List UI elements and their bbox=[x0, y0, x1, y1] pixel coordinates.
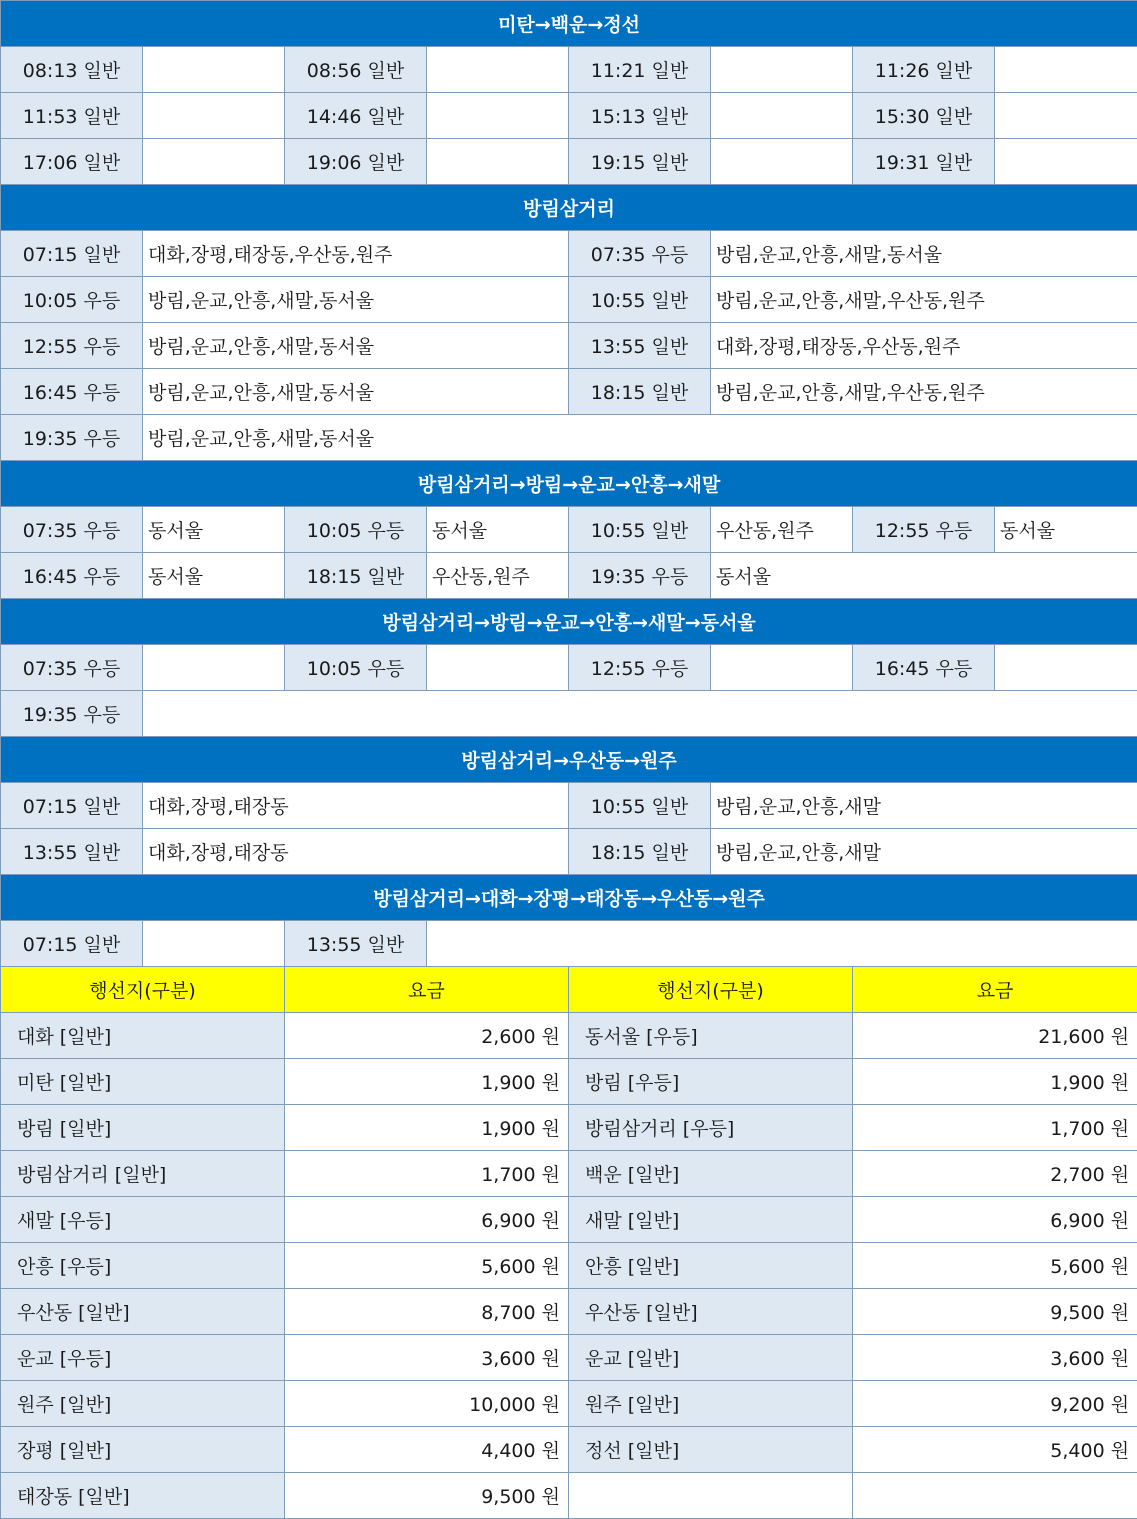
fare-destination-cell: 방림 [우등] bbox=[569, 1059, 853, 1105]
departure-time-cell: 10:55 일반 bbox=[569, 277, 711, 323]
fare-price-cell: 2,700 원 bbox=[853, 1151, 1137, 1197]
fare-destination-cell: 장평 [일반] bbox=[1, 1427, 285, 1473]
schedule-row bbox=[1, 783, 1137, 829]
schedule-row bbox=[1, 369, 1137, 415]
fare-price-cell: 6,900 원 bbox=[285, 1197, 569, 1243]
departure-time-cell: 19:35 우등 bbox=[1, 691, 143, 737]
section-header-row bbox=[1, 1, 1137, 47]
schedule-row bbox=[1, 553, 1137, 599]
fare-row bbox=[1, 1013, 1137, 1059]
via-stops-cell: 대화,장평,태장동,우산동,원주 bbox=[711, 323, 1137, 369]
fare-row bbox=[1, 1381, 1137, 1427]
via-stops-cell bbox=[995, 139, 1137, 185]
fare-destination-cell: 동서울 [우등] bbox=[569, 1013, 853, 1059]
via-stops-cell: 대화,장평,태장동 bbox=[143, 783, 569, 829]
fare-price-cell: 9,500 원 bbox=[853, 1289, 1137, 1335]
fare-destination-cell: 안흥 [일반] bbox=[569, 1243, 853, 1289]
via-stops-cell: 방림,운교,안흥,새말,동서울 bbox=[143, 415, 1137, 461]
fare-price-cell: 3,600 원 bbox=[285, 1335, 569, 1381]
fare-destination-cell: 정선 [일반] bbox=[569, 1427, 853, 1473]
via-stops-cell: 동서울 bbox=[995, 507, 1137, 553]
fare-destination-header: 행선지(구분) bbox=[569, 967, 853, 1013]
section-header-row bbox=[1, 461, 1137, 507]
fare-price-cell bbox=[853, 1473, 1137, 1519]
schedule-row bbox=[1, 829, 1137, 875]
fare-destination-cell: 미탄 [일반] bbox=[1, 1059, 285, 1105]
via-stops-cell bbox=[427, 47, 569, 93]
departure-time-cell: 19:06 일반 bbox=[285, 139, 427, 185]
via-stops-cell: 대화,장평,태장동 bbox=[143, 829, 569, 875]
departure-time-cell: 10:05 우등 bbox=[285, 645, 427, 691]
via-stops-cell bbox=[143, 139, 285, 185]
departure-time-cell: 07:35 우등 bbox=[569, 231, 711, 277]
fare-destination-header: 행선지(구분) bbox=[1, 967, 285, 1013]
section-header-row bbox=[1, 875, 1137, 921]
fare-destination-cell: 안흥 [우등] bbox=[1, 1243, 285, 1289]
via-stops-cell: 동서울 bbox=[711, 553, 1137, 599]
departure-time-cell: 13:55 일반 bbox=[1, 829, 143, 875]
via-stops-cell: 방림,운교,안흥,새말 bbox=[711, 783, 1137, 829]
fare-row bbox=[1, 1151, 1137, 1197]
via-stops-cell bbox=[143, 93, 285, 139]
schedule-row bbox=[1, 645, 1137, 691]
fare-price-cell: 4,400 원 bbox=[285, 1427, 569, 1473]
fare-destination-cell: 우산동 [일반] bbox=[1, 1289, 285, 1335]
fare-row bbox=[1, 1059, 1137, 1105]
schedule-row bbox=[1, 231, 1137, 277]
departure-time-cell: 12:55 우등 bbox=[853, 507, 995, 553]
fare-price-cell: 1,900 원 bbox=[285, 1059, 569, 1105]
via-stops-cell: 방림,운교,안흥,새말,동서울 bbox=[143, 277, 569, 323]
departure-time-cell: 18:15 일반 bbox=[285, 553, 427, 599]
departure-time-cell: 07:15 일반 bbox=[1, 231, 143, 277]
fare-row bbox=[1, 1243, 1137, 1289]
via-stops-cell: 우산동,원주 bbox=[711, 507, 853, 553]
via-stops-cell bbox=[995, 93, 1137, 139]
section-header-row bbox=[1, 737, 1137, 783]
departure-time-cell: 12:55 우등 bbox=[1, 323, 143, 369]
section-title: 방림삼거리 bbox=[1, 185, 1137, 231]
via-stops-cell bbox=[711, 47, 853, 93]
section-title: 미탄→백운→정선 bbox=[1, 1, 1137, 47]
via-stops-cell: 동서울 bbox=[143, 507, 285, 553]
fare-price-cell: 9,500 원 bbox=[285, 1473, 569, 1519]
section-header-row bbox=[1, 599, 1137, 645]
via-stops-cell bbox=[427, 93, 569, 139]
via-stops-cell: 대화,장평,태장동,우산동,원주 bbox=[143, 231, 569, 277]
via-stops-cell bbox=[711, 645, 853, 691]
via-stops-cell bbox=[143, 921, 285, 967]
section-title: 방림삼거리→방림→운교→안흥→새말 bbox=[1, 461, 1137, 507]
fare-header-row bbox=[1, 967, 1137, 1013]
fare-price-cell: 3,600 원 bbox=[853, 1335, 1137, 1381]
via-stops-cell bbox=[427, 139, 569, 185]
via-stops-cell: 동서울 bbox=[143, 553, 285, 599]
departure-time-cell: 07:15 일반 bbox=[1, 921, 143, 967]
fare-price-header: 요금 bbox=[285, 967, 569, 1013]
departure-time-cell: 19:35 우등 bbox=[1, 415, 143, 461]
fare-destination-cell: 운교 [일반] bbox=[569, 1335, 853, 1381]
schedule-row bbox=[1, 921, 1137, 967]
departure-time-cell: 11:53 일반 bbox=[1, 93, 143, 139]
via-stops-cell: 동서울 bbox=[427, 507, 569, 553]
departure-time-cell: 10:55 일반 bbox=[569, 507, 711, 553]
schedule-row bbox=[1, 139, 1137, 185]
fare-price-cell: 1,900 원 bbox=[285, 1105, 569, 1151]
fare-price-cell: 10,000 원 bbox=[285, 1381, 569, 1427]
fare-price-cell: 1,700 원 bbox=[285, 1151, 569, 1197]
fare-price-cell: 2,600 원 bbox=[285, 1013, 569, 1059]
fare-destination-cell: 우산동 [일반] bbox=[569, 1289, 853, 1335]
schedule-row bbox=[1, 691, 1137, 737]
via-stops-cell bbox=[143, 47, 285, 93]
departure-time-cell: 13:55 일반 bbox=[569, 323, 711, 369]
schedule-row bbox=[1, 47, 1137, 93]
departure-time-cell: 07:15 일반 bbox=[1, 783, 143, 829]
fare-destination-cell: 새말 [우등] bbox=[1, 1197, 285, 1243]
via-stops-cell bbox=[427, 645, 569, 691]
fare-destination-cell: 새말 [일반] bbox=[569, 1197, 853, 1243]
timetable-body bbox=[1, 1, 1137, 1519]
departure-time-cell: 07:35 우등 bbox=[1, 507, 143, 553]
section-header-row bbox=[1, 185, 1137, 231]
fare-price-header: 요금 bbox=[853, 967, 1137, 1013]
via-stops-cell bbox=[995, 47, 1137, 93]
fare-price-cell: 21,600 원 bbox=[853, 1013, 1137, 1059]
fare-destination-cell: 원주 [일반] bbox=[1, 1381, 285, 1427]
departure-time-cell: 08:56 일반 bbox=[285, 47, 427, 93]
via-stops-cell: 방림,운교,안흥,새말 bbox=[711, 829, 1137, 875]
departure-time-cell: 13:55 일반 bbox=[285, 921, 427, 967]
fare-row bbox=[1, 1335, 1137, 1381]
departure-time-cell: 16:45 우등 bbox=[1, 369, 143, 415]
departure-time-cell: 14:46 일반 bbox=[285, 93, 427, 139]
fare-destination-cell: 방림삼거리 [일반] bbox=[1, 1151, 285, 1197]
fare-row bbox=[1, 1427, 1137, 1473]
via-stops-cell bbox=[995, 645, 1137, 691]
departure-time-cell: 10:05 우등 bbox=[285, 507, 427, 553]
fare-destination-cell: 원주 [일반] bbox=[569, 1381, 853, 1427]
fare-price-cell: 5,600 원 bbox=[285, 1243, 569, 1289]
schedule-row bbox=[1, 277, 1137, 323]
section-title: 방림삼거리→방림→운교→안흥→새말→동서울 bbox=[1, 599, 1137, 645]
departure-time-cell: 17:06 일반 bbox=[1, 139, 143, 185]
departure-time-cell: 15:30 일반 bbox=[853, 93, 995, 139]
departure-time-cell: 10:05 우등 bbox=[1, 277, 143, 323]
fare-row bbox=[1, 1197, 1137, 1243]
via-stops-cell: 방림,운교,안흥,새말,우산동,원주 bbox=[711, 277, 1137, 323]
fare-price-cell: 9,200 원 bbox=[853, 1381, 1137, 1427]
via-stops-cell bbox=[427, 921, 1137, 967]
departure-time-cell: 16:45 우등 bbox=[1, 553, 143, 599]
schedule-row bbox=[1, 93, 1137, 139]
fare-price-cell: 8,700 원 bbox=[285, 1289, 569, 1335]
departure-time-cell: 11:21 일반 bbox=[569, 47, 711, 93]
fare-price-cell: 5,600 원 bbox=[853, 1243, 1137, 1289]
departure-time-cell: 18:15 일반 bbox=[569, 829, 711, 875]
fare-price-cell: 1,900 원 bbox=[853, 1059, 1137, 1105]
via-stops-cell: 방림,운교,안흥,새말,우산동,원주 bbox=[711, 369, 1137, 415]
departure-time-cell: 19:31 일반 bbox=[853, 139, 995, 185]
via-stops-cell bbox=[143, 645, 285, 691]
fare-price-cell: 6,900 원 bbox=[853, 1197, 1137, 1243]
departure-time-cell: 11:26 일반 bbox=[853, 47, 995, 93]
departure-time-cell: 10:55 일반 bbox=[569, 783, 711, 829]
via-stops-cell: 방림,운교,안흥,새말,동서울 bbox=[143, 369, 569, 415]
fare-destination-cell: 대화 [일반] bbox=[1, 1013, 285, 1059]
via-stops-cell bbox=[711, 139, 853, 185]
section-title: 방림삼거리→우산동→원주 bbox=[1, 737, 1137, 783]
section-title: 방림삼거리→대화→장평→태장동→우산동→원주 bbox=[1, 875, 1137, 921]
via-stops-cell bbox=[711, 93, 853, 139]
fare-destination-cell: 방림 [일반] bbox=[1, 1105, 285, 1151]
via-stops-cell: 우산동,원주 bbox=[427, 553, 569, 599]
departure-time-cell: 18:15 일반 bbox=[569, 369, 711, 415]
departure-time-cell: 12:55 우등 bbox=[569, 645, 711, 691]
departure-time-cell: 15:13 일반 bbox=[569, 93, 711, 139]
departure-time-cell: 19:15 일반 bbox=[569, 139, 711, 185]
fare-destination-cell: 태장동 [일반] bbox=[1, 1473, 285, 1519]
fare-destination-cell: 백운 [일반] bbox=[569, 1151, 853, 1197]
departure-time-cell: 07:35 우등 bbox=[1, 645, 143, 691]
fare-row bbox=[1, 1473, 1137, 1519]
fare-price-cell: 1,700 원 bbox=[853, 1105, 1137, 1151]
schedule-row bbox=[1, 507, 1137, 553]
fare-price-cell: 5,400 원 bbox=[853, 1427, 1137, 1473]
via-stops-cell: 방림,운교,안흥,새말,동서울 bbox=[711, 231, 1137, 277]
fare-destination-cell bbox=[569, 1473, 853, 1519]
via-stops-cell: 방림,운교,안흥,새말,동서울 bbox=[143, 323, 569, 369]
departure-time-cell: 19:35 우등 bbox=[569, 553, 711, 599]
schedule-row bbox=[1, 323, 1137, 369]
fare-destination-cell: 운교 [우등] bbox=[1, 1335, 285, 1381]
schedule-row bbox=[1, 415, 1137, 461]
fare-row bbox=[1, 1289, 1137, 1335]
departure-time-cell: 16:45 우등 bbox=[853, 645, 995, 691]
fare-destination-cell: 방림삼거리 [우등] bbox=[569, 1105, 853, 1151]
via-stops-cell bbox=[143, 691, 1137, 737]
fare-row bbox=[1, 1105, 1137, 1151]
departure-time-cell: 08:13 일반 bbox=[1, 47, 143, 93]
